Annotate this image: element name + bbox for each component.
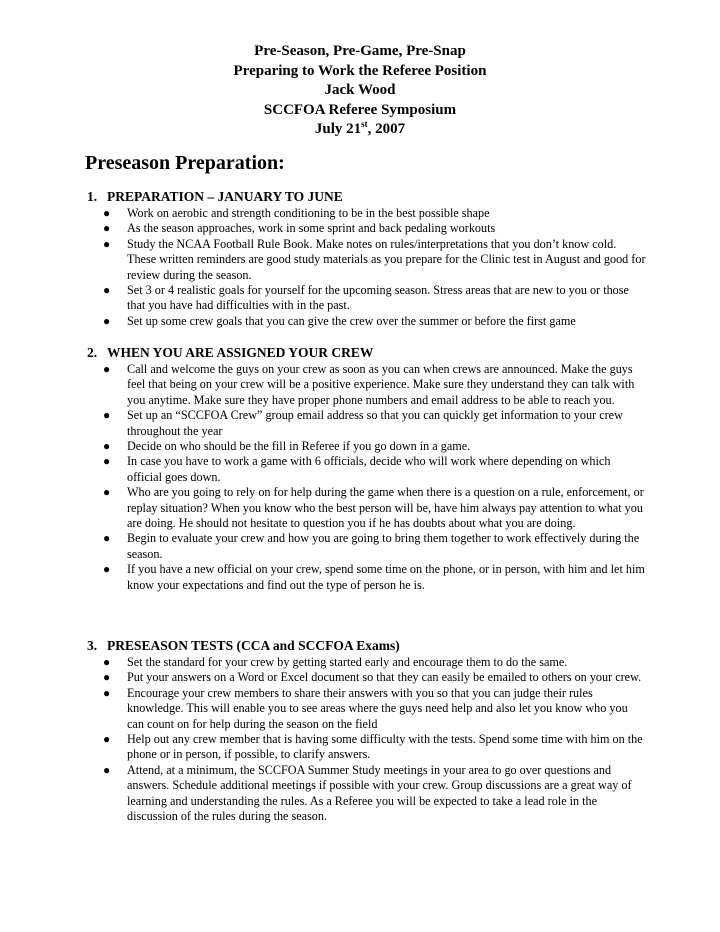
header-event: SCCFOA Referee Symposium: [263, 101, 457, 118]
bullet-icon: ●: [103, 531, 111, 546]
list-item-text: Call and welcome the guys on your crew as soon as you can when crews are announced. Make the guys feel that being on your crew will be a positive experience. Make sure they understand they can talk with you anytime. Make sure they have proper phone numbers and email address to be able to reach you.: [127, 362, 635, 407]
list-item: [87, 562, 647, 593]
bullet-icon: ●: [103, 454, 111, 469]
list-item: [87, 314, 647, 329]
bullet-icon: ●: [103, 670, 111, 685]
list-item-text: Attend, at a minimum, the SCCFOA Summer Study meetings in your area to go over questions and answers. Schedule additional meetings if possible with your crew. Group discussions are a great way of learning and understanding the rules. As a Referee you will be expected to take a lead role in the discussion of the rules during the season.: [127, 762, 632, 824]
section-number: 1.: [87, 189, 98, 204]
list-item: [87, 655, 647, 670]
bullet-icon: ●: [103, 562, 111, 577]
bullet-list: [87, 362, 647, 593]
section-title: [87, 189, 647, 205]
list-item-text: If you have a new official on your crew, spend some time on the phone, or in person, with him and let him know your expectations and find out the type of person he is.: [127, 562, 645, 592]
bullet-list: [87, 655, 647, 824]
list-item-text: Who are you going to rely on for help during the game when there is a question on a rule, enforcement, or replay situation? When you know who the best person will be, have him always pay attention to what you are doing. He should not hesitate to question you if he has doubts about what you are doing.: [127, 485, 644, 531]
header-title: Pre-Season, Pre-Game, Pre-Snap: [254, 43, 466, 59]
header-author: Jack Wood: [324, 82, 396, 98]
section-title-text: WHEN YOU ARE ASSIGNED YOUR CREW: [107, 345, 374, 360]
list-item: [87, 221, 647, 236]
list-item: [87, 763, 647, 825]
header-subtitle: Preparing to Work the Referee Position: [233, 62, 487, 79]
list-item-text: Help out any crew member that is having some difficulty with the tests. Spend some time with him on the phone or in person, if possible, to clarify answers.: [127, 732, 643, 762]
bullet-list: [87, 206, 647, 329]
list-item-text: Decide on who should be the fill in Referee if you go down in a game.: [127, 439, 471, 454]
bullet-icon: ●: [103, 283, 111, 298]
list-item: [87, 454, 647, 485]
list-item-text: Set up an “SCCFOA Crew” group email address so that you can quickly get information to your crew throughout the year: [127, 408, 623, 438]
section-title: [87, 345, 647, 361]
bullet-icon: ●: [103, 221, 111, 236]
section-preseason-tests: [87, 638, 647, 824]
list-item: [87, 439, 647, 454]
list-item: [87, 485, 647, 531]
bullet-icon: ●: [103, 655, 111, 669]
list-item-text: In case you have to work a game with 6 officials, decide who will work where depending on which official goes down.: [127, 454, 611, 484]
list-item-text: Begin to evaluate your crew and how you are going to bring them together to work effectively during the season.: [127, 531, 640, 561]
section-title-text: PREPARATION – JANUARY TO JUNE: [107, 189, 343, 204]
list-item: [87, 283, 647, 314]
bullet-icon: ●: [103, 362, 111, 376]
section-crew-assignment: [87, 345, 647, 593]
list-item: [87, 362, 647, 408]
list-item-text: Set up some crew goals that you can give the crew over the summer or before the first game: [127, 313, 576, 328]
list-item-text: Set 3 or 4 realistic goals for yourself for the upcoming season. Stress areas that are new to you or those that you have had difficulties with in the past.: [127, 283, 629, 313]
list-item-text: As the season approaches, work in some sprint and back pedaling workouts: [127, 221, 496, 236]
header-date: [0, 120, 720, 140]
bullet-icon: ●: [103, 685, 111, 700]
section-title: [87, 638, 647, 654]
section-number: 3.: [87, 638, 98, 653]
list-item: [87, 670, 647, 685]
list-item: [87, 686, 647, 732]
bullet-icon: ●: [103, 762, 111, 777]
bullet-icon: ●: [103, 439, 111, 454]
bullet-icon: ●: [103, 206, 111, 220]
date-superscript: st: [361, 119, 368, 129]
date-prefix: July 21: [314, 121, 362, 137]
list-item-text: Encourage your crew members to share their answers with you so that you can judge their rules knowledge. This will enable you to see areas where the guys need help and also let you know who you can count on for help during the season on the field: [127, 685, 628, 731]
section-preparation: [87, 189, 647, 329]
bullet-icon: ●: [103, 408, 111, 423]
list-item: [87, 206, 647, 221]
date-suffix: , 2007: [367, 121, 406, 137]
list-item: [87, 732, 647, 763]
section-title-text: PRESEASON TESTS (CCA and SCCFOA Exams): [107, 638, 400, 653]
bullet-icon: ●: [103, 485, 111, 500]
list-item-text: Set the standard for your crew by getting started early and encourage them to do the same.: [127, 655, 568, 669]
document-header: [0, 42, 720, 140]
bullet-icon: ●: [103, 732, 111, 747]
list-item: [87, 408, 647, 439]
list-item: [87, 531, 647, 562]
bullet-icon: ●: [103, 236, 111, 251]
bullet-icon: ●: [103, 313, 111, 328]
page-heading: Preseason Preparation:: [85, 152, 285, 174]
list-item-text: Put your answers on a Word or Excel document so that they can easily be emailed to others on your crew.: [127, 670, 642, 685]
list-item: [87, 237, 647, 283]
list-item-text: Work on aerobic and strength conditioning to be in the best possible shape: [127, 206, 490, 220]
section-number: 2.: [87, 345, 98, 360]
list-item-text: Study the NCAA Football Rule Book. Make notes on rules/interpretations that you don’t know cold. These written reminders are good study materials as you prepare for the Clinic test in August and good for review during the season.: [127, 236, 646, 282]
